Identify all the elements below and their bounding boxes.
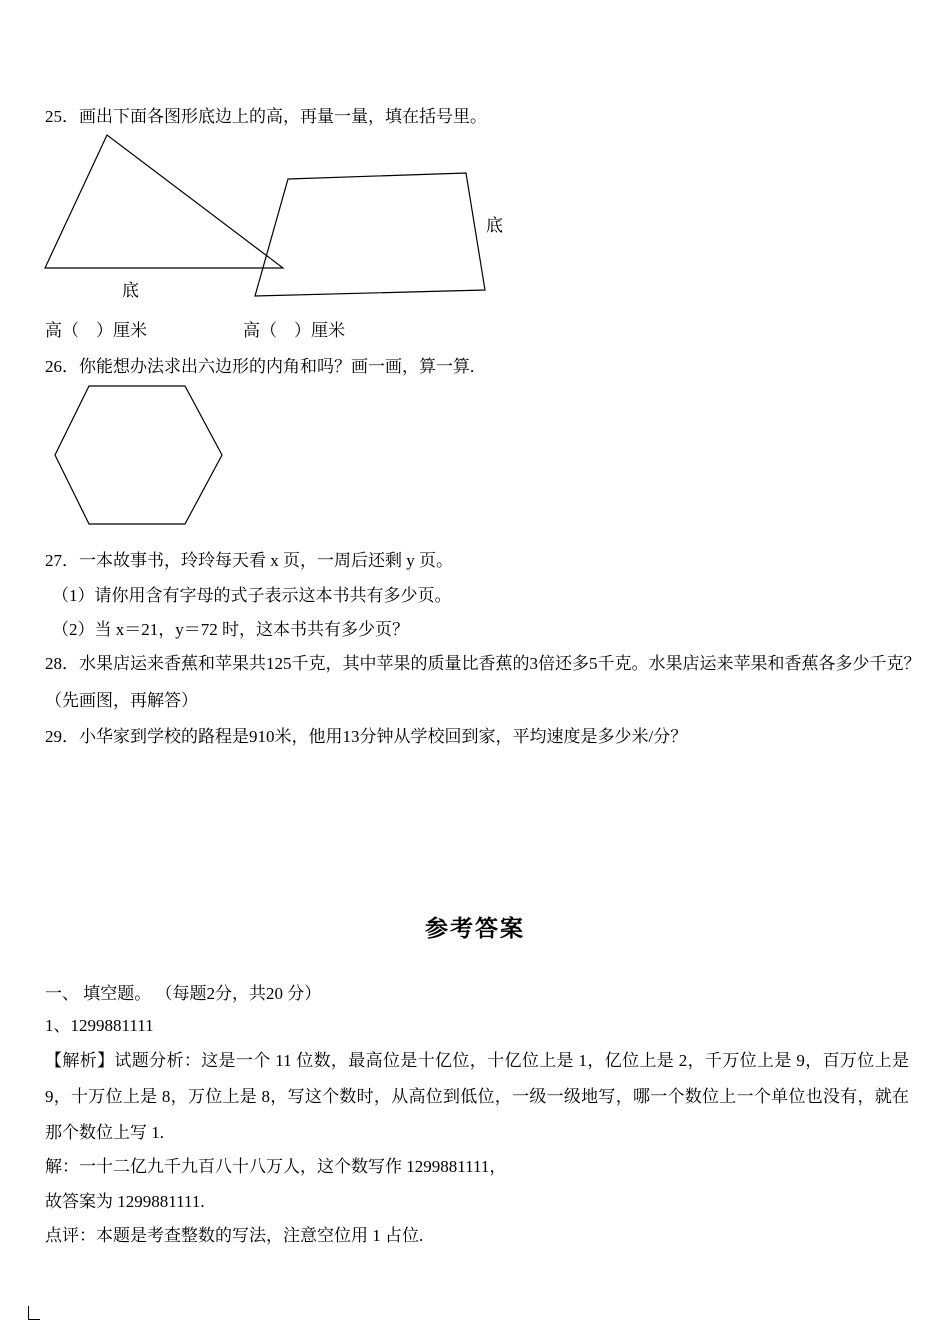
q28-note: （先画图，再解答） — [45, 691, 198, 710]
parallelogram-base-label: 底 — [486, 216, 503, 235]
q26-text: 26．你能想办法求出六边形的内角和吗？画一画，算一算. — [45, 357, 475, 376]
page-corner-mark — [28, 1306, 40, 1320]
answer-analysis: 【解析】试题分析：这是一个 11 位数，最高位是十亿位，十亿位上是 1，亿位上是 2，千万位上是 9，百万位上是 9，十万位上是 8，万位上是 8，写这个数时，从高位到低位，一级一级地写，哪一个数位上一个单位也没有，就在那个数位上写 1. — [45, 1051, 909, 1142]
answer-item-number: 1、1299881111 — [45, 1016, 154, 1035]
answers-section-header: 一、 填空题。 （每题2分，共20 分） — [45, 984, 322, 1003]
q28-text: 28．水果店运来香蕉和苹果共125千克，其中苹果的质量比香蕉的3倍还多5千克。水果店运来苹果和香蕉各多少千克？ — [45, 654, 921, 673]
answer-conclusion: 故答案为 1299881111. — [45, 1192, 205, 1211]
hexagon-shape — [50, 382, 228, 528]
parallelogram-shape — [250, 168, 492, 302]
answers-title: 参考答案 — [425, 916, 525, 941]
q27-text: 27．一本故事书，玲玲每天看 x 页，一周后还剩 y 页。 — [45, 551, 453, 570]
q25-text: 25．画出下面各图形底边上的高，再量一量，填在括号里。 — [45, 107, 487, 126]
triangle-base-label: 底 — [122, 281, 139, 300]
q27-sub2: （2）当 x＝21，y＝72 时，这本书共有多少页？ — [52, 620, 409, 639]
q29-text: 29．小华家到学校的路程是910米，他用13分钟从学校回到家，平均速度是多少米/分？ — [45, 727, 688, 746]
answer-comment: 点评：本题是考查整数的写法，注意空位用 1 占位. — [45, 1226, 424, 1245]
q25-height-blank-left: 高（ ）厘米 — [45, 321, 147, 340]
q25-height-blank-right: 高（ ）厘米 — [243, 321, 345, 340]
q27-sub1: （1）请你用含有字母的式子表示这本书共有多少页。 — [52, 586, 452, 605]
answer-solution: 解：一十二亿九千九百八十八万人，这个数写作 1299881111， — [45, 1157, 507, 1176]
